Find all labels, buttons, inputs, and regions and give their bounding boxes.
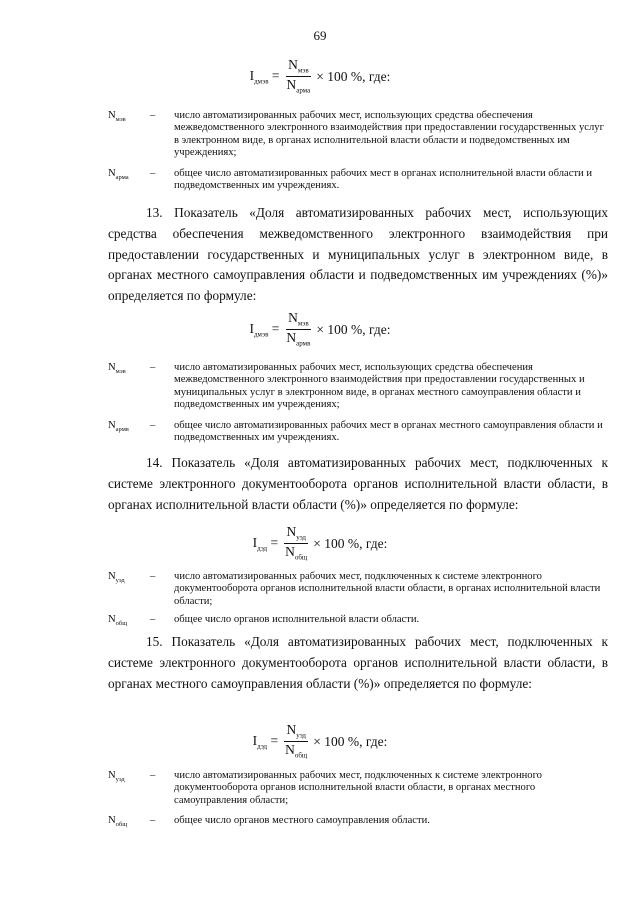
formula-fraction: $\frac{N_{мэв}}{N_{армв}}$ — [286, 310, 311, 349]
definition-item: $N_{арма}$ – общее число автоматизированных рабочих мест в органах исполнительной власти области и подведомственных им учреждениях. — [108, 168, 593, 192]
formula-fraction: $\frac{N_{мэв}}{N_{арма}}$ — [286, 57, 311, 96]
formula-fraction: $\frac{N_{уэд}}{N_{общ}}$ — [285, 524, 308, 563]
paragraph-13: 13. Показатель «Доля автоматизированных рабочих мест, использующих средства обеспечения межведомственного электронного взаимодействия при предоставлении государственных и муниципальных услуг в электронном виде, в органах местного самоуправления области и подведомственных им учреждениях (%)» определяется по формуле: — [108, 205, 608, 304]
definition-item: $N_{армв}$ – общее число автоматизированных рабочих мест в органах местного самоуправления области и подведомственных им учреждениях. — [108, 420, 603, 444]
page-number: 69 — [313, 28, 327, 43]
paragraph-14: 14. Показатель «Доля автоматизированных рабочих мест, подключенных к системе электронного документооборота органов исполнительной власти области, в органах исполнительной власти области (%)» определяется по формуле: — [108, 455, 608, 512]
paragraph-15: 15. Показатель «Доля автоматизированных рабочих мест, подключенных к системе электронного документооборота органов исполнительной власти области, в органах местного самоуправления области (%)» определяется по формуле: — [108, 634, 608, 691]
formula-3: $I_{дэд}$ = $\frac{N_{уэд}}{N_{общ}}$ × 100 %, где: — [252, 524, 388, 563]
definition-item: $N_{общ}$ – общее число органов исполнительной власти области. — [108, 614, 420, 628]
definition-item: $N_{уэд}$ – число автоматизированных рабочих мест, подключенных к системе электронного документооборота органов исполнительной власти области, в органах местного самоуправления области; — [108, 770, 542, 806]
formula-1 — [0, 58, 640, 96]
definition-item: $N_{мэв}$ – число автоматизированных рабочих мест, использующих средства обеспечения межведомственного электронного взаимодействия при предоставлении государственных и муниципальных услуг в электронном виде, в органах местного самоуправления области и подведомственных им учреждениях; — [108, 362, 585, 411]
formula-lhs: $I_{дмэв}$ = — [249, 68, 280, 86]
definition-item: $N_{общ}$ – общее число органов местного самоуправления области. — [108, 815, 430, 829]
formula-4: $I_{дэд}$ = $\frac{N_{уэд}}{N_{общ}}$ × 100 %, где: — [252, 722, 388, 761]
formula-tail: × 100 %, где: — [316, 68, 391, 84]
formula-2: $I_{дмэв}$ = $\frac{N_{мэв}}{N_{армв}}$ × 100 %, где: — [249, 310, 391, 349]
definition-item: $N_{уэд}$ – число автоматизированных рабочих мест, подключенных к системе электронного документооборота органов исполнительной власти области, в органах исполнительной власти области; — [108, 571, 601, 607]
definition-item: $N_{мэв}$ – число автоматизированных рабочих мест, использующих средства обеспечения межведомственного электронного взаимодействия при предоставлении государственных услуг в электронном виде, в органах исполнительной власти области и подведомственных им учреждениях; — [108, 110, 604, 159]
formula-fraction: $\frac{N_{уэд}}{N_{общ}}$ — [285, 722, 308, 761]
